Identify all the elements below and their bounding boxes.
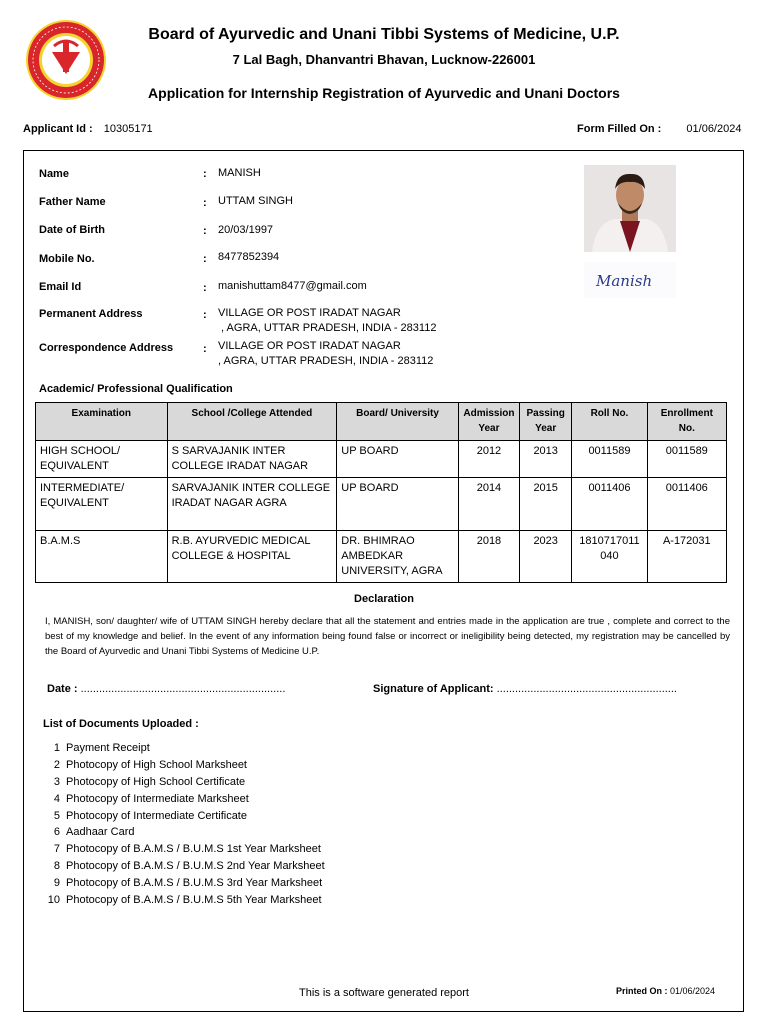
signature-signoff xyxy=(373,683,677,695)
correspondence-address-label: Correspondence Address xyxy=(39,342,174,354)
column-header: Passing Year xyxy=(520,403,572,441)
signature-label: Signature of Applicant: xyxy=(373,683,494,695)
date-label: Date : xyxy=(47,683,78,695)
form-filled-label: Form Filled On : xyxy=(577,123,662,135)
colon: : xyxy=(203,282,207,294)
list-item: 1 Payment Receipt xyxy=(53,742,150,754)
mobile-value: 8477852394 xyxy=(218,251,280,263)
table-cell: INTERMEDIATE/ EQUIVALENT xyxy=(36,478,168,531)
table-cell: 2014 xyxy=(458,478,519,531)
column-header: Enrollment No. xyxy=(647,403,726,441)
column-header: School /College Attended xyxy=(167,403,337,441)
date-signoff xyxy=(47,683,285,695)
table-header-row xyxy=(36,403,727,441)
table-cell: 0011589 xyxy=(647,441,726,478)
mobile-label: Mobile No. xyxy=(39,253,95,265)
printed-on xyxy=(616,986,715,996)
list-item: 10 Photocopy of B.A.M.S / B.U.M.S 5th Year Marksheet xyxy=(47,894,322,907)
column-header: Admission Year xyxy=(458,403,519,441)
form-filled-date: 01/06/2024 xyxy=(686,123,742,135)
permanent-address-label: Permanent Address xyxy=(39,308,143,320)
applicant-photo xyxy=(584,165,676,252)
table-cell: 2012 xyxy=(458,441,519,478)
documents-title: List of Documents Uploaded : xyxy=(43,718,199,730)
list-item: 5 Photocopy of Intermediate Certificate xyxy=(53,809,247,822)
table-cell: 0011406 xyxy=(647,478,726,531)
table-cell: 0011589 xyxy=(572,441,647,478)
table-cell: 2023 xyxy=(520,531,572,583)
table-cell: S SARVAJANIK INTER COLLEGE IRADAT NAGAR xyxy=(167,441,337,478)
date-dotted-line: ................................................................... xyxy=(80,683,286,695)
table-cell: UP BOARD xyxy=(337,441,459,478)
table-cell: HIGH SCHOOL/ EQUIVALENT xyxy=(36,441,168,478)
name-value: MANISH xyxy=(218,167,261,179)
printed-on-date: 01/06/2024 xyxy=(670,986,716,996)
table-cell: 2018 xyxy=(458,531,519,583)
colon: : xyxy=(203,343,207,355)
form-filled-row xyxy=(577,123,741,135)
signature-dotted-line: ........................................................... xyxy=(496,683,677,695)
applicant-id-value: 10305171 xyxy=(103,123,153,135)
column-header: Roll No. xyxy=(572,403,647,441)
list-item: 7 Photocopy of B.A.M.S / B.U.M.S 1st Year Marksheet xyxy=(53,843,321,856)
qualification-table xyxy=(35,402,727,583)
name-label: Name xyxy=(39,168,69,180)
board-title: Board of Ayurvedic and Unani Tibbi Systems of Medicine, U.P. xyxy=(148,26,620,43)
father-name-label: Father Name xyxy=(39,196,106,208)
colon: : xyxy=(203,225,207,237)
software-generated-note: This is a software generated report xyxy=(299,987,469,999)
applicant-id-row xyxy=(23,123,153,135)
applicant-id-label: Applicant Id : xyxy=(23,123,93,135)
list-item: 3 Photocopy of High School Certificate xyxy=(53,775,246,788)
table-cell: B.A.M.S xyxy=(36,531,168,583)
list-item: 8 Photocopy of B.A.M.S / B.U.M.S 2nd Year Marksheet xyxy=(53,860,325,873)
email-value: manishuttam8477@gmail.com xyxy=(218,280,367,292)
table-row xyxy=(36,441,727,478)
dob-value: 20/03/1997 xyxy=(218,224,274,236)
table-cell: 2015 xyxy=(520,478,572,531)
applicant-signature-image xyxy=(584,262,676,298)
board-address: 7 Lal Bagh, Dhanvantri Bhavan, Lucknow-226001 xyxy=(232,52,536,67)
colon: : xyxy=(203,309,207,321)
dob-label: Date of Birth xyxy=(39,224,105,236)
signature-text: Manish xyxy=(596,272,653,290)
table-row xyxy=(36,478,727,531)
list-item: 9 Photocopy of B.A.M.S / B.U.M.S 3rd Year Marksheet xyxy=(53,877,323,890)
declaration-title: Declaration xyxy=(354,593,414,605)
list-item: 2 Photocopy of High School Marksheet xyxy=(53,758,247,771)
printed-on-label: Printed On : xyxy=(616,986,668,996)
table-cell: 2013 xyxy=(520,441,572,478)
permanent-address-value: VILLAGE OR POST IRADAT NAGAR , AGRA, UTTAR PRADESH, INDIA - 283112 xyxy=(218,307,437,334)
qualification-title: Academic/ Professional Qualification xyxy=(39,383,233,395)
table-cell: R.B. AYURVEDIC MEDICAL COLLEGE & HOSPITAL xyxy=(167,531,337,583)
declaration-text: I, MANISH, son/ daughter/ wife of UTTAM SINGH hereby declare that all the statement and entries made in the application are true , complete and correct to the best of my knowledge and belief. In the event of any information being found false or incorrect or ineligibility being detected, my registration may be cancelled by the Board of Ayurvedic and Unani Tibbi Systems of Medicine U.P. xyxy=(45,616,730,657)
father-name-value: UTTAM SINGH xyxy=(218,195,293,207)
table-cell: UP BOARD xyxy=(337,478,459,531)
table-cell: DR. BHIMRAO AMBEDKAR UNIVERSITY, AGRA xyxy=(337,531,459,583)
column-header: Examination xyxy=(36,403,168,441)
colon: : xyxy=(203,168,207,180)
list-item: 6 Aadhaar Card xyxy=(53,826,135,839)
table-cell: 0011406 xyxy=(572,478,647,531)
colon: : xyxy=(203,197,207,209)
email-label: Email Id xyxy=(39,281,82,293)
list-item: 4 Photocopy of Intermediate Marksheet xyxy=(53,792,249,805)
documents-list xyxy=(40,740,325,909)
table-cell: A-172031 xyxy=(647,531,726,583)
column-header: Board/ University xyxy=(337,403,459,441)
form-title: Application for Internship Registration of Ayurvedic and Unani Doctors xyxy=(148,85,620,101)
correspondence-address-value: VILLAGE OR POST IRADAT NAGAR , AGRA, UTTAR PRADESH, INDIA - 283112 xyxy=(218,340,434,367)
colon: : xyxy=(203,253,207,265)
table-cell: SARVAJANIK INTER COLLEGE IRADAT NAGAR AGRA xyxy=(167,478,337,531)
table-cell: 1810717011 040 xyxy=(572,531,647,583)
table-row xyxy=(36,531,727,583)
